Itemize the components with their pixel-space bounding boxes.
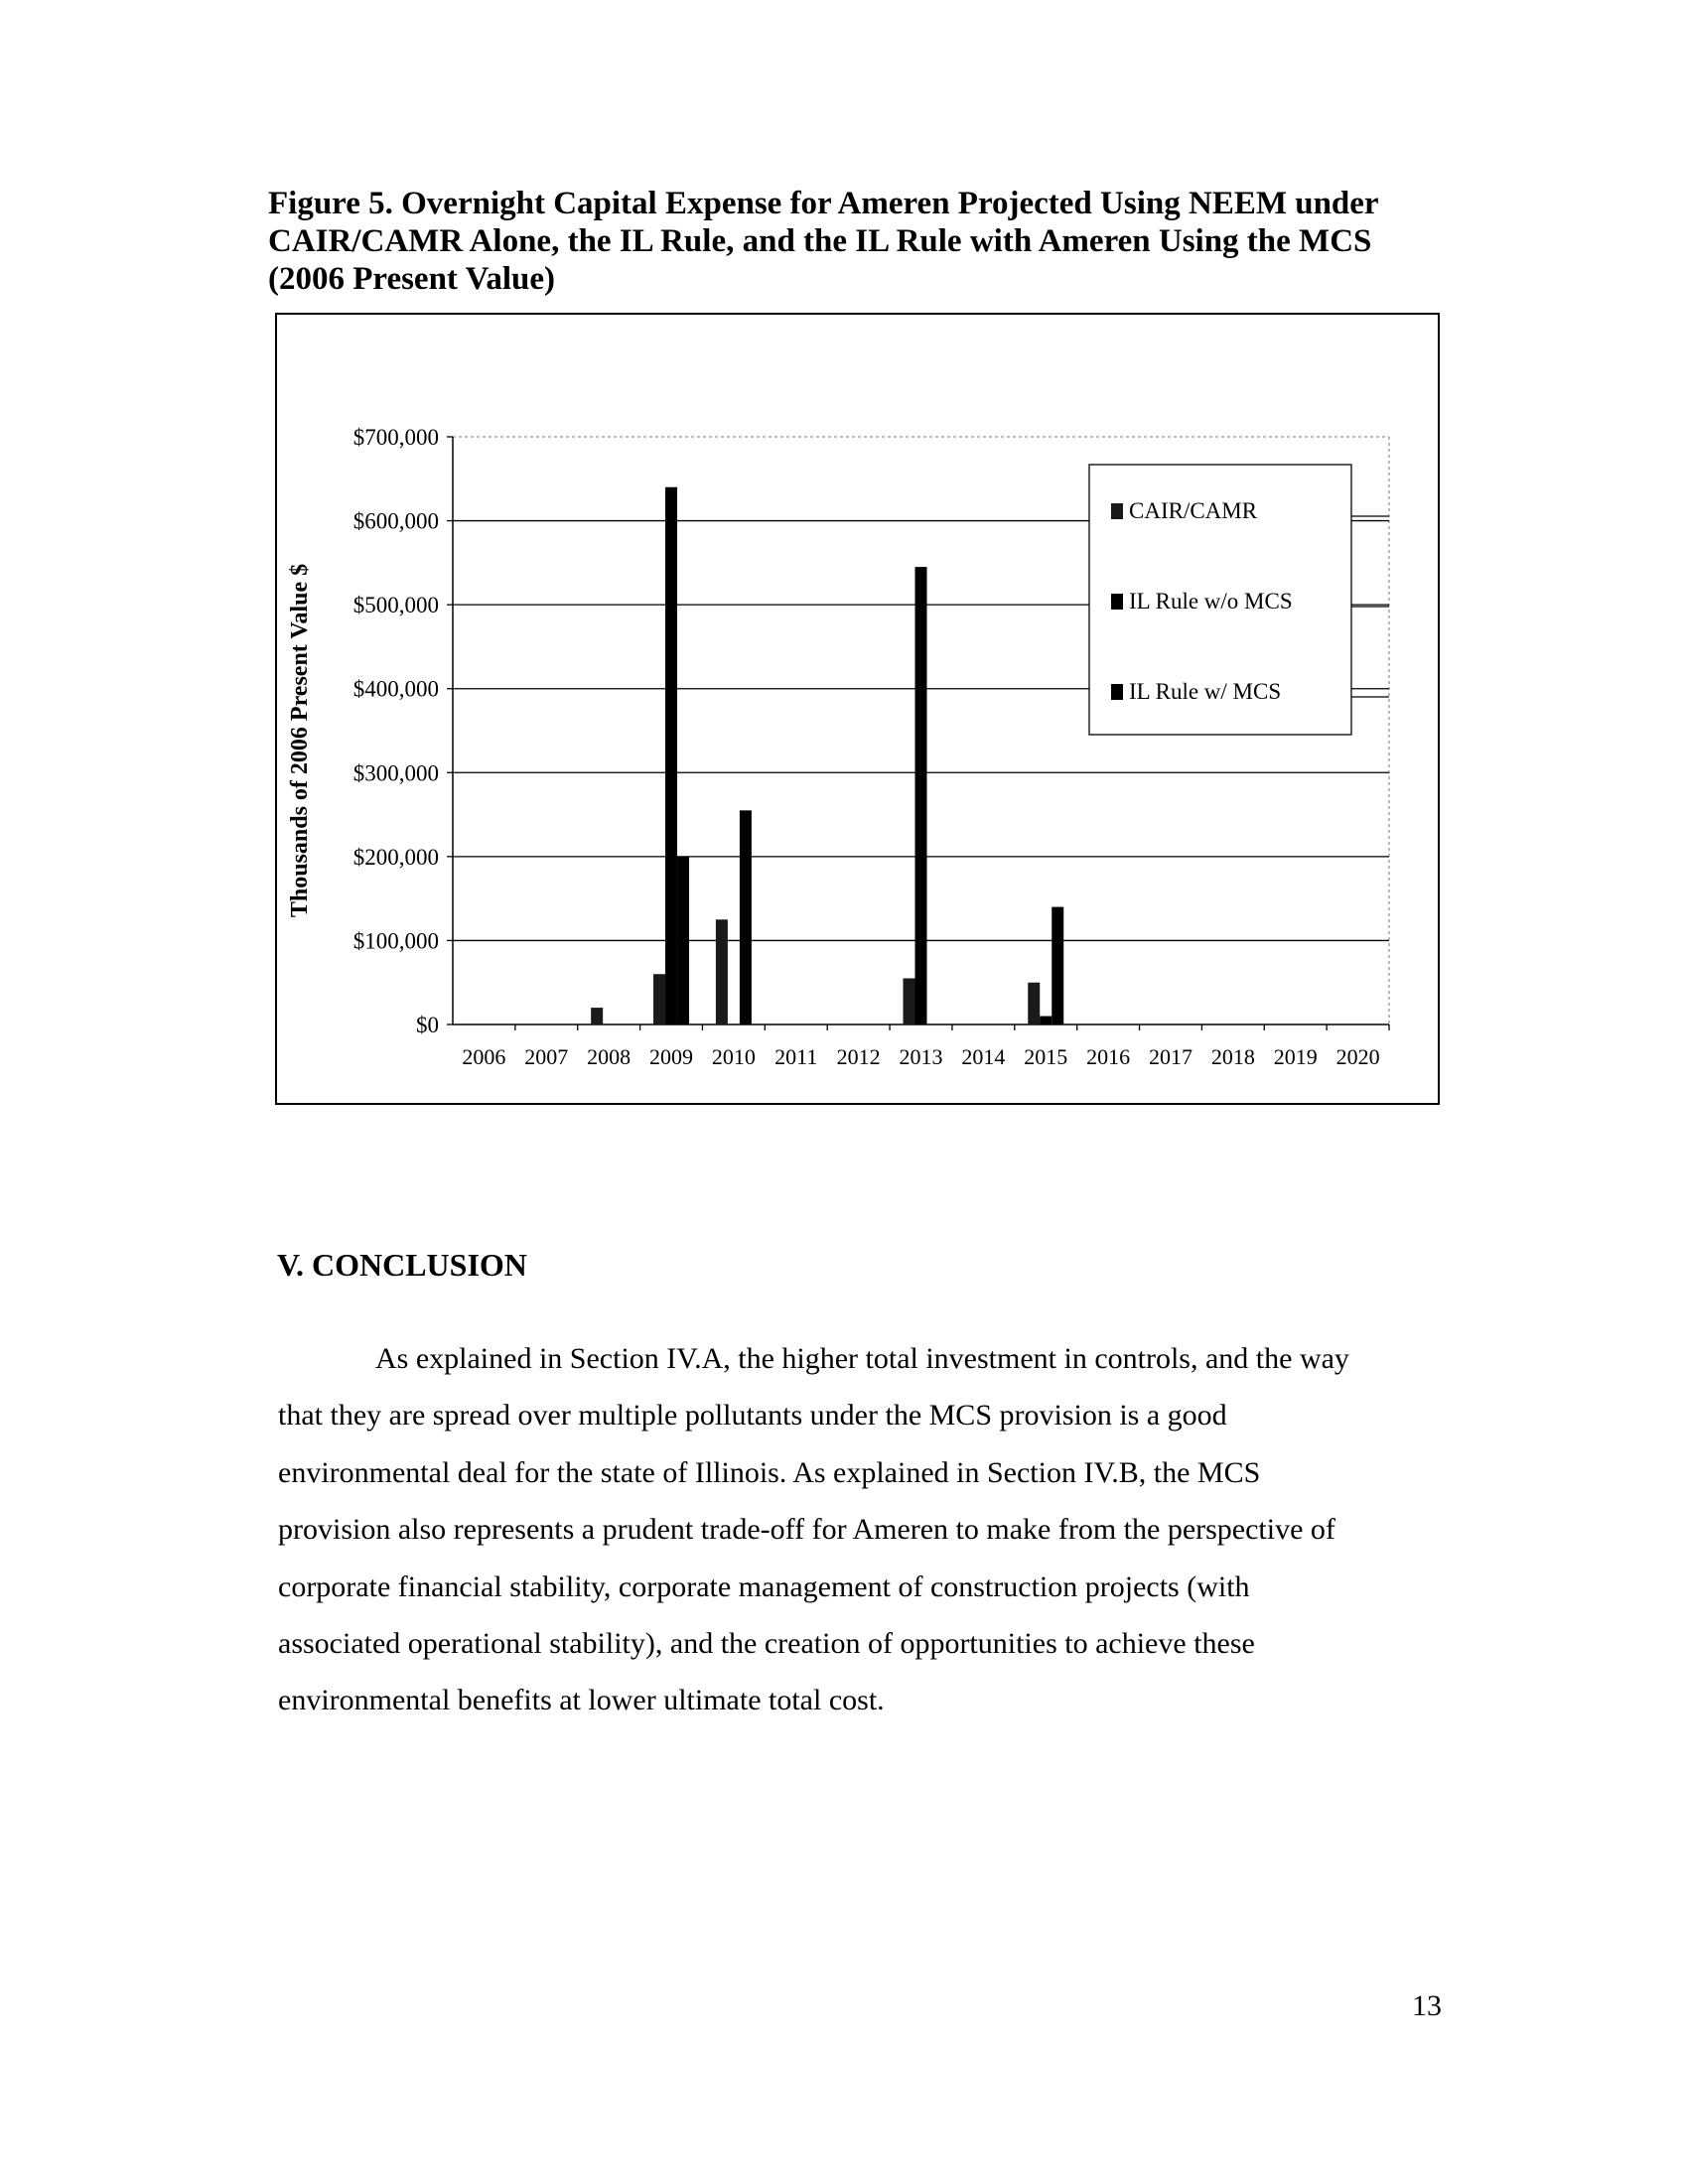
bar-2 (665, 487, 677, 1024)
bar-1 (591, 1008, 603, 1024)
paragraph-line: corporate financial stability, corporate management of construction projects (with (278, 1570, 1250, 1603)
legend-swatch (1111, 684, 1123, 700)
x-tick-label: 2006 (462, 1044, 506, 1069)
paragraph-line: environmental benefits at lower ultimate total cost. (278, 1684, 885, 1717)
bar-chart (277, 315, 1438, 1103)
y-tick-label: $700,000 (352, 425, 439, 450)
legend-label: IL Rule w/o MCS (1129, 589, 1293, 614)
paragraph-line: that they are spread over multiple pollutants under the MCS provision is a good (278, 1399, 1227, 1433)
paragraph-line: provision also represents a prudent trade-off for Ameren to make from the perspective of (278, 1513, 1335, 1547)
bar-1 (1028, 983, 1040, 1024)
section-heading: V. CONCLUSION (277, 1247, 527, 1283)
legend-swatch (1111, 594, 1123, 610)
x-tick-label: 2007 (524, 1044, 569, 1069)
y-tick-label: $500,000 (352, 593, 439, 618)
paragraph-line: environmental deal for the state of Illinois. As explained in Section IV.B, the MCS (278, 1455, 1261, 1489)
legend-label: IL Rule w/ MCS (1129, 679, 1282, 704)
y-tick-label: $0 (416, 1013, 439, 1037)
legend-swatch (1111, 503, 1123, 519)
page-number: 13 (1412, 1989, 1442, 2022)
y-axis-title: Thousands of 2006 Present Value $ (287, 563, 313, 918)
bar-1 (716, 919, 728, 1024)
bar-1 (904, 978, 915, 1024)
y-tick-label: $200,000 (352, 844, 439, 870)
x-tick-label: 2016 (1086, 1044, 1131, 1069)
conclusion-paragraph (278, 1330, 1450, 1729)
x-tick-label: 2014 (961, 1044, 1006, 1069)
x-tick-label: 2009 (649, 1044, 694, 1069)
bar-2 (1040, 1017, 1052, 1024)
paragraph-line: As explained in Section IV.A, the higher total investment in controls, and the way (375, 1342, 1349, 1375)
bar-1 (653, 974, 665, 1024)
x-tick-label: 2012 (836, 1044, 881, 1069)
x-tick-label: 2008 (587, 1044, 632, 1069)
y-tick-label: $400,000 (352, 676, 439, 702)
bar-2 (915, 567, 927, 1024)
y-tick-label: $100,000 (352, 928, 439, 954)
y-tick-label: $300,000 (352, 760, 439, 786)
x-tick-label: 2013 (899, 1044, 943, 1069)
bar-3 (740, 810, 752, 1024)
chart-frame (275, 313, 1440, 1105)
y-tick-label: $600,000 (352, 508, 439, 534)
x-tick-label: 2017 (1148, 1044, 1193, 1069)
x-tick-label: 2019 (1273, 1044, 1318, 1069)
figure-caption (268, 185, 1460, 298)
figure-caption-line: Figure 5. Overnight Capital Expense for Ameren Projected Using NEEM under (268, 186, 1379, 221)
figure-caption-line: CAIR/CAMR Alone, the IL Rule, and the IL Rule with Ameren Using the MCS (268, 223, 1372, 259)
x-tick-label: 2018 (1210, 1044, 1255, 1069)
figure-caption-line: (2006 Present Value) (268, 261, 556, 297)
x-tick-label: 2011 (774, 1044, 818, 1069)
x-tick-label: 2020 (1335, 1044, 1380, 1069)
legend-label: CAIR/CAMR (1129, 498, 1258, 523)
bar-3 (677, 857, 689, 1024)
paragraph-line: associated operational stability), and the creation of opportunities to achieve these (278, 1627, 1255, 1661)
bar-3 (1052, 907, 1063, 1024)
x-tick-label: 2010 (711, 1044, 756, 1069)
x-tick-label: 2015 (1024, 1044, 1068, 1069)
